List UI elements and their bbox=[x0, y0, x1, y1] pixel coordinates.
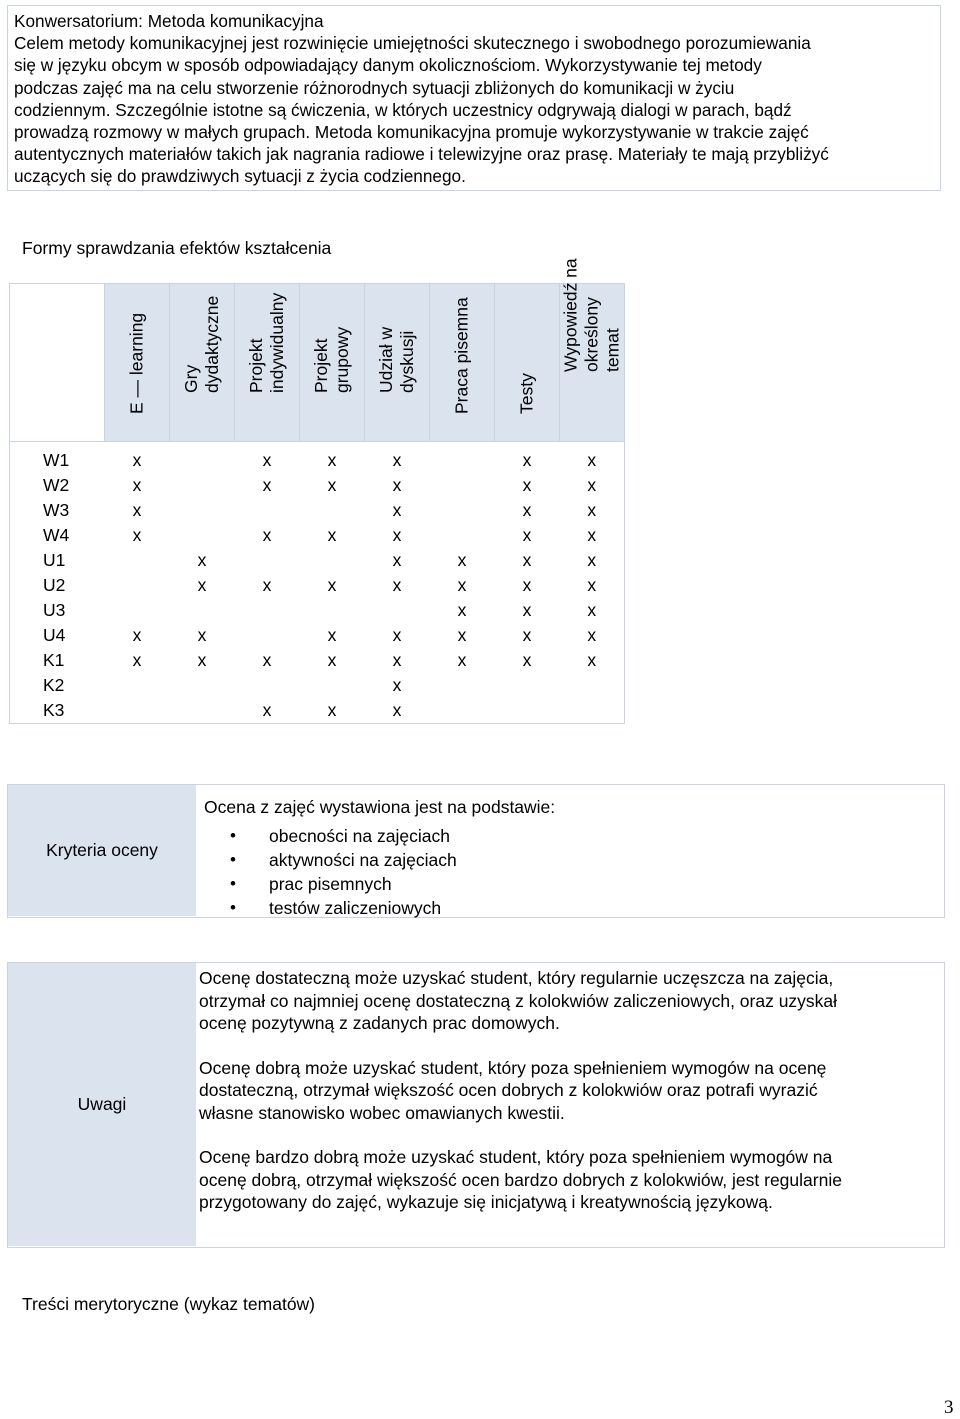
intro-box bbox=[7, 5, 941, 191]
matrix-row bbox=[10, 498, 625, 523]
matrix-cell: x bbox=[132, 525, 142, 545]
intro-line: podczas zajęć ma na celu stworzenie różnorodnych sytuacji zbliżonych do komunikacji w życiu bbox=[14, 77, 735, 98]
matrix-column-label-line: Praca pisemna bbox=[451, 297, 472, 414]
matrix-corner-cell bbox=[10, 284, 105, 442]
bullet-icon: • bbox=[230, 826, 236, 845]
matrix-row-label: W2 bbox=[10, 473, 105, 498]
matrix-cell: x bbox=[560, 573, 625, 598]
uwagi-content bbox=[199, 967, 929, 1236]
uwagi-line: Ocenę dobrą może uzyskać student, który poza spełnieniem wymogów na ocenę bbox=[199, 1057, 827, 1078]
uwagi-label: Uwagi bbox=[8, 963, 196, 1246]
matrix-cell bbox=[300, 498, 365, 523]
uwagi-line: Ocenę bardzo dobrą może uzyskać student, który poza spełnieniem wymogów na bbox=[199, 1147, 833, 1167]
matrix-cell bbox=[170, 698, 235, 724]
criteria-box bbox=[7, 784, 945, 918]
matrix-cell: x bbox=[132, 475, 142, 495]
matrix-column-label-line: Projekt bbox=[246, 338, 266, 393]
matrix-cell bbox=[105, 598, 170, 623]
matrix-cell: x bbox=[132, 450, 142, 470]
intro-line: autentycznych materiałów takich jak nagrania radiowe i telewizyjne oraz prasę. Materiały te mają przybliżyć bbox=[14, 144, 829, 165]
matrix-cell: x bbox=[522, 650, 532, 670]
matrix-cell: x bbox=[392, 525, 402, 545]
matrix-row bbox=[10, 523, 625, 548]
matrix-cell: x bbox=[457, 600, 467, 620]
matrix-cell: x bbox=[327, 575, 337, 595]
matrix-cell: x bbox=[197, 650, 207, 670]
criteria-item bbox=[204, 896, 555, 920]
matrix-column-label bbox=[311, 327, 353, 393]
matrix-cell bbox=[105, 573, 170, 598]
matrix-column-header bbox=[170, 284, 235, 442]
matrix-column-label-line: Wypowiedź na bbox=[560, 258, 581, 372]
uwagi-paragraph bbox=[199, 967, 929, 1035]
matrix-cell: x bbox=[197, 625, 207, 645]
matrix-cell bbox=[170, 598, 235, 623]
matrix-cell bbox=[235, 673, 300, 698]
criteria-item-text: testów zaliczeniowych bbox=[269, 898, 442, 918]
matrix-column-label-line: indywidualny bbox=[267, 292, 287, 393]
matrix-column-label bbox=[561, 258, 624, 372]
matrix-cell: x bbox=[560, 648, 625, 673]
uwagi-line: własne stanowisko wobec omawianych kwestii. bbox=[199, 1102, 565, 1123]
matrix-row bbox=[10, 673, 625, 698]
matrix-cell: x bbox=[392, 575, 402, 595]
matrix-row-label: U4 bbox=[10, 623, 105, 648]
uwagi-line: ocenę dobrą, otrzymał większość ocen bardzo dobrych z kolokwiów, jest regularnie bbox=[199, 1169, 842, 1190]
intro-line: codziennym. Szczególnie istotne są ćwiczenia, w których uczestnicy odgrywają dialogi w parach, bądź bbox=[14, 99, 792, 120]
matrix-cell: x bbox=[522, 625, 532, 645]
matrix-row-label: W4 bbox=[10, 523, 105, 548]
matrix-cell bbox=[430, 498, 495, 523]
matrix-row bbox=[10, 648, 625, 673]
matrix-cell bbox=[170, 473, 235, 498]
matrix-cell: x bbox=[197, 575, 207, 595]
matrix-cell: x bbox=[300, 698, 365, 724]
matrix-column-label bbox=[452, 297, 473, 414]
matrix-cell bbox=[105, 673, 170, 698]
matrix-cell: x bbox=[457, 575, 467, 595]
page-number: 3 bbox=[944, 1397, 954, 1418]
matrix-cell bbox=[235, 598, 300, 623]
matrix-column-label-line: grupowy bbox=[332, 326, 352, 393]
intro-line: Konwersatorium: Metoda komunikacyjna bbox=[14, 11, 324, 31]
matrix-cell: x bbox=[522, 500, 532, 520]
matrix-cell: x bbox=[560, 623, 625, 648]
matrix-cell: x bbox=[457, 650, 467, 670]
matrix-cell: x bbox=[327, 650, 337, 670]
matrix-cell bbox=[105, 698, 170, 724]
matrix-column-label bbox=[127, 313, 148, 414]
matrix-cell: x bbox=[392, 550, 402, 570]
matrix-column-label-line: Testy bbox=[516, 373, 537, 414]
matrix-column-header bbox=[235, 284, 300, 442]
matrix-cell bbox=[300, 548, 365, 573]
matrix-cell: x bbox=[235, 698, 300, 724]
matrix-row bbox=[10, 548, 625, 573]
matrix-cell: x bbox=[132, 500, 142, 520]
matrix-row bbox=[10, 598, 625, 623]
matrix-column-label-line: Projekt bbox=[311, 338, 331, 393]
matrix-row-label: K1 bbox=[10, 648, 105, 673]
matrix-cell: x bbox=[262, 525, 272, 545]
criteria-item-text: aktywności na zajęciach bbox=[269, 850, 457, 870]
matrix-column-label bbox=[246, 293, 288, 393]
intro-line: uczących się do prawdziwych sytuacji z życia codziennego. bbox=[14, 166, 466, 187]
uwagi-line: dostateczną, otrzymał większość ocen dobrych z kolokwiów oraz potrafi wyrazić bbox=[199, 1080, 818, 1100]
matrix-cell: x bbox=[365, 698, 430, 724]
matrix-cell: x bbox=[560, 548, 625, 573]
matrix-cell: x bbox=[262, 475, 272, 495]
criteria-item-text: prac pisemnych bbox=[269, 874, 392, 894]
matrix-cell bbox=[170, 442, 235, 474]
matrix-row-label: K3 bbox=[10, 698, 105, 724]
matrix-row-label: W3 bbox=[10, 498, 105, 523]
matrix-cell: x bbox=[560, 473, 625, 498]
matrix-cell: x bbox=[560, 598, 625, 623]
matrix-header-row bbox=[10, 284, 625, 442]
matrix-row-label: U1 bbox=[10, 548, 105, 573]
uwagi-line: przygotowany do zajęć, wykazuje się inicjatywą i kreatywnością językową. bbox=[199, 1192, 773, 1212]
criteria-item bbox=[204, 824, 555, 848]
intro-line: Celem metody komunikacyjnej jest rozwinięcie umiejętności skutecznego i swobodnego porozumiewania bbox=[14, 33, 811, 54]
criteria-list bbox=[204, 824, 555, 920]
matrix-cell: x bbox=[392, 625, 402, 645]
tresci-heading: Treści merytoryczne (wykaz tematów) bbox=[22, 1294, 316, 1314]
matrix-row-label: K2 bbox=[10, 673, 105, 698]
matrix-cell: x bbox=[262, 575, 272, 595]
matrix-row-label: U2 bbox=[10, 573, 105, 598]
matrix-cell bbox=[430, 523, 495, 548]
matrix-cell: x bbox=[522, 575, 532, 595]
matrix-column-label-line: określony bbox=[581, 297, 602, 372]
matrix-column-label bbox=[376, 327, 418, 393]
matrix-cell: x bbox=[392, 675, 402, 695]
bullet-icon: • bbox=[230, 850, 236, 869]
uwagi-line: ocenę pozytywną z zadanych prac domowych. bbox=[199, 1013, 560, 1033]
uwagi-box bbox=[7, 962, 945, 1248]
forms-heading: Formy sprawdzania efektów kształcenia bbox=[22, 238, 332, 258]
matrix-cell: x bbox=[560, 498, 625, 523]
matrix-cell: x bbox=[392, 650, 402, 670]
matrix-cell bbox=[235, 548, 300, 573]
matrix-cell bbox=[170, 673, 235, 698]
matrix-cell bbox=[495, 698, 560, 724]
matrix-column-label-line: dyskusji bbox=[397, 330, 417, 393]
matrix-cell: x bbox=[522, 525, 532, 545]
matrix-cell: x bbox=[522, 450, 532, 470]
matrix-cell bbox=[235, 498, 300, 523]
matrix-column-header bbox=[560, 258, 625, 442]
matrix-row bbox=[10, 698, 625, 724]
matrix-cell: x bbox=[132, 650, 142, 670]
matrix-cell: x bbox=[457, 550, 467, 570]
criteria-item bbox=[204, 872, 555, 896]
matrix-cell: x bbox=[522, 600, 532, 620]
uwagi-paragraph bbox=[199, 1057, 929, 1125]
matrix-cell: x bbox=[560, 442, 625, 474]
criteria-item-text: obecności na zajęciach bbox=[269, 826, 450, 846]
matrix-cell bbox=[300, 673, 365, 698]
matrix-row bbox=[10, 623, 625, 648]
matrix-column-header bbox=[300, 284, 365, 442]
matrix-cell: x bbox=[327, 525, 337, 545]
matrix-cell: x bbox=[392, 450, 402, 470]
bullet-icon: • bbox=[230, 874, 236, 893]
matrix-cell: x bbox=[560, 523, 625, 548]
matrix-row bbox=[10, 573, 625, 598]
assessment-matrix bbox=[9, 258, 625, 724]
matrix-cell bbox=[300, 598, 365, 623]
criteria-content bbox=[204, 795, 555, 920]
matrix-cell: x bbox=[392, 500, 402, 520]
matrix-cell bbox=[430, 442, 495, 474]
matrix-cell: x bbox=[132, 625, 142, 645]
matrix-row-label: U3 bbox=[10, 598, 105, 623]
matrix-cell: x bbox=[327, 625, 337, 645]
intro-line: się w języku obcym w sposób odpowiadający danym okolicznościom. Wykorzystywanie tej metody bbox=[14, 55, 762, 76]
matrix-cell bbox=[235, 623, 300, 648]
criteria-heading: Ocena z zajęć wystawiona jest na podstawie: bbox=[204, 797, 556, 817]
matrix-column-label bbox=[181, 296, 223, 393]
matrix-cell: x bbox=[327, 450, 337, 470]
matrix-cell: x bbox=[457, 625, 467, 645]
matrix-column-header bbox=[430, 284, 495, 442]
matrix-cell: x bbox=[262, 450, 272, 470]
criteria-item bbox=[204, 848, 555, 872]
matrix-cell: x bbox=[392, 475, 402, 495]
matrix-cell bbox=[560, 698, 625, 724]
matrix-cell bbox=[430, 673, 495, 698]
matrix-cell bbox=[105, 548, 170, 573]
matrix-cell bbox=[560, 673, 625, 698]
matrix-cell: x bbox=[522, 475, 532, 495]
matrix-cell: x bbox=[522, 550, 532, 570]
uwagi-paragraph bbox=[199, 1146, 929, 1214]
matrix-cell bbox=[170, 523, 235, 548]
uwagi-line: otrzymał co najmniej ocenę dostateczną z kolokwiów zaliczeniowych, oraz uzyskał bbox=[199, 990, 838, 1011]
matrix-row bbox=[10, 473, 625, 498]
matrix-column-label-line: temat bbox=[602, 328, 623, 372]
criteria-label: Kryteria oceny bbox=[8, 785, 196, 916]
matrix-column-header bbox=[495, 284, 560, 442]
matrix-column-label-line: Gry bbox=[181, 364, 201, 393]
matrix-cell bbox=[495, 673, 560, 698]
matrix-column-header bbox=[365, 284, 430, 442]
matrix-row bbox=[10, 442, 625, 474]
matrix-cell bbox=[170, 498, 235, 523]
matrix-cell bbox=[365, 598, 430, 623]
bullet-icon: • bbox=[230, 898, 236, 917]
matrix-column-header bbox=[105, 284, 170, 442]
matrix-column-label-line: E — learning bbox=[126, 312, 147, 414]
matrix-body bbox=[10, 442, 625, 724]
matrix-column-label-line: Udział w bbox=[376, 326, 396, 393]
matrix-cell: x bbox=[262, 650, 272, 670]
uwagi-line: Ocenę dostateczną może uzyskać student, który regularnie uczęszcza na zajęcia, bbox=[199, 968, 834, 988]
matrix-column-label-line: dydaktyczne bbox=[202, 295, 222, 393]
matrix-cell: x bbox=[327, 475, 337, 495]
matrix-cell bbox=[430, 473, 495, 498]
matrix-column-label bbox=[517, 373, 538, 414]
intro-line: prowadzą rozmowy w małych grupach. Metoda komunikacyjna promuje wykorzystywanie w trakcie zajęć bbox=[14, 122, 809, 143]
matrix-cell: x bbox=[197, 550, 207, 570]
matrix-row-label: W1 bbox=[10, 442, 105, 474]
matrix-cell bbox=[430, 698, 495, 724]
